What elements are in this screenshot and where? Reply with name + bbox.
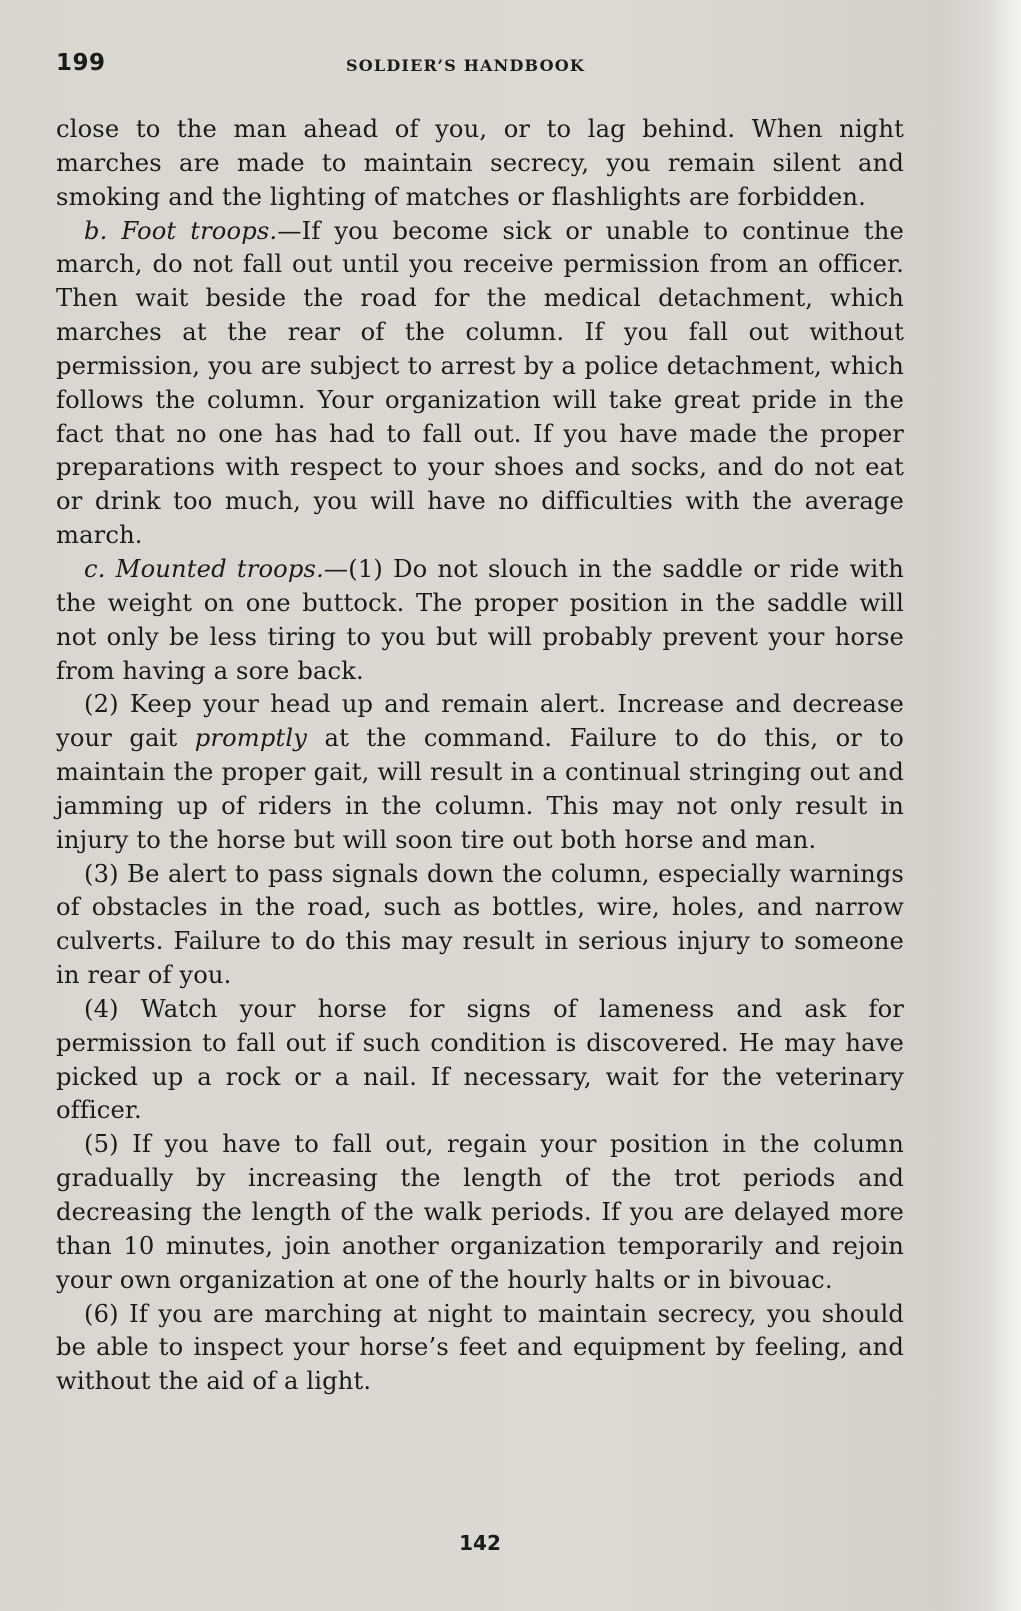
- foot-troops-heading: b. Foot troops.: [84, 216, 278, 245]
- paragraph-3: (3) Be alert to pass signals down the column, especially warnings of obstacles in the road, such as bottles, wire, holes, and narrow culverts. Failure to do this may result in serious injury to someone in rear of you.: [56, 859, 904, 990]
- foot-troops-text: —If you become sick or unable to continue the march, do not fall out until you receive permission from an officer. Then wait beside the road for the medical detachment, which marches at the rear of the column. If you fall out without permission, you are subject to arrest by a police detachment, which follows the column. Your organization will take great pride in the fact that no one has had to fall out. If you have made the proper preparations with respect to your shoes and socks, and do not eat or drink too much, you will have no difficulties with the average march.: [56, 216, 904, 550]
- paragraph-6: (6) If you are marching at night to maintain secrecy, you should be able to inspect your horse’s feet and equipment by feeling, and without the aid of a light.: [56, 1299, 904, 1396]
- paragraph-foot-troops: [56, 215, 904, 553]
- mounted-troops-text: —(1) Do not slouch in the saddle or ride with the weight on one buttock. The proper position in the saddle will not only be less tiring to you but will probably prevent your horse from having a sore back.: [56, 554, 904, 685]
- page-edge-shading: [987, 0, 1021, 1611]
- paragraph-continued: close to the man ahead of you, or to lag behind. When night marches are made to maintain secrecy, you remain silent and smoking and the lighting of matches or flashlights are forbidden.: [56, 115, 904, 211]
- running-head: [56, 50, 906, 80]
- body-text: [56, 113, 904, 1399]
- paragraph-5: (5) If you have to fall out, regain your position in the column gradually by increasing the length of the trot periods and decreasing the length of the walk periods. If you are delayed more than 10 minutes, join another organization temporarily and rejoin your own organization at one of the hourly halts or in bivouac.: [56, 1130, 904, 1294]
- page-number-bottom: 142: [459, 1531, 501, 1555]
- mounted-troops-heading: c. Mounted troops.: [84, 554, 324, 583]
- paragraph-2-text-a: (2) Keep your head up and remain alert. Increase and decrease your gait: [56, 690, 904, 753]
- paragraph-4: (4) Watch your horse for signs of lameness and ask for permission to fall out if such condition is discovered. He may have picked up a rock or a nail. If necessary, wait for the veterinary officer.: [56, 994, 904, 1125]
- paragraph-2-emphasis: promptly: [194, 724, 308, 753]
- book-title: SOLDIER’S HANDBOOK: [346, 56, 585, 75]
- paragraph-mounted-troops: [56, 553, 904, 688]
- paragraph-2-text-b: at the command. Failure to do this, or to maintain the proper gait, will result in a continual stringing out and jamming up of riders in the column. This may not only result in injury to the horse but will soon tire out both horse and man.: [56, 724, 904, 854]
- page-number-top: 199: [56, 50, 106, 76]
- paragraph-2: [56, 688, 904, 857]
